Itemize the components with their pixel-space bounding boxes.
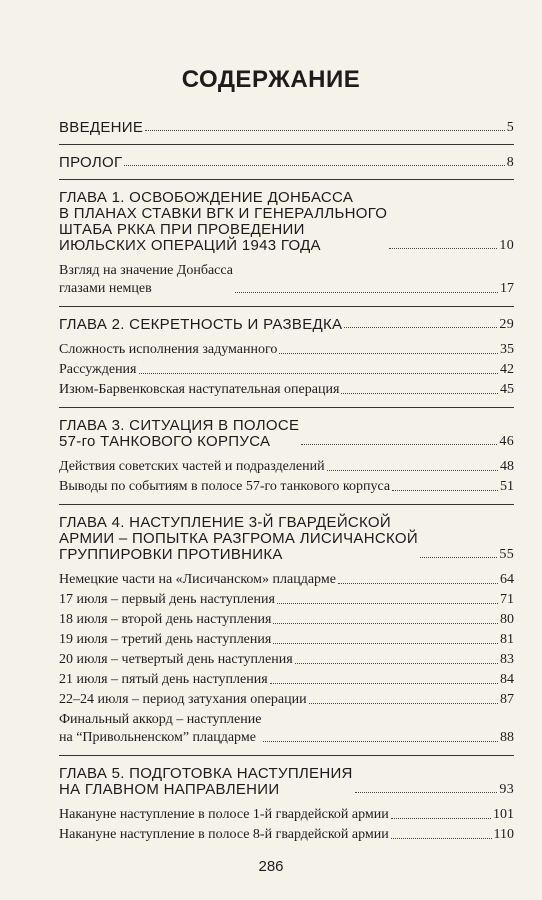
toc-entry-text: 19 июля – третий день наступления xyxy=(59,632,272,647)
toc-entry-section[interactable] xyxy=(59,671,514,689)
toc-entry-text: Взгляд на значение Донбасса глазами немцев xyxy=(59,263,233,296)
toc-entry-chapter-4[interactable] xyxy=(59,515,514,563)
toc-entry-section[interactable] xyxy=(59,826,514,844)
toc-entry-text: Накануне наступление в полосе 1-й гвардейской армии xyxy=(59,807,389,822)
toc-entry-chapter-1[interactable] xyxy=(59,190,514,254)
toc-entry-page: 80 xyxy=(500,612,514,627)
page-title: СОДЕРЖАНИЕ xyxy=(181,66,361,93)
toc-entry-page: 71 xyxy=(500,592,514,607)
toc-entry-section[interactable] xyxy=(59,262,514,298)
toc-entry-text: ПРОЛОГ xyxy=(59,154,123,171)
toc-entry-chapter-3[interactable] xyxy=(59,418,514,450)
toc-entry-text: Выводы по событиям в полосе 57-го танкового корпуса xyxy=(59,479,391,494)
toc-entry-text: ГЛАВА 3. СИТУАЦИЯ В ПОЛОСЕ 57-го ТАНКОВОГО КОРПУСА xyxy=(59,417,300,450)
table-of-contents xyxy=(59,120,514,846)
toc-entry-page: 64 xyxy=(500,572,514,587)
toc-entry-page: 10 xyxy=(499,238,514,253)
toc-entry-section[interactable] xyxy=(59,651,514,669)
toc-entry-page: 45 xyxy=(500,382,514,397)
toc-entry-page: 84 xyxy=(500,672,514,687)
toc-entry-page: 35 xyxy=(500,342,514,357)
toc-entry-text: 22–24 июля – период затухания операции xyxy=(59,692,307,707)
dot-leader xyxy=(309,703,498,704)
toc-entry-section[interactable] xyxy=(59,591,514,609)
toc-entry-page: 46 xyxy=(499,434,514,449)
toc-entry-page: 81 xyxy=(500,632,514,647)
toc-entry-section[interactable] xyxy=(59,611,514,629)
toc-entry-section[interactable] xyxy=(59,571,514,589)
dot-leader xyxy=(327,470,498,471)
toc-entry-text: 17 июля – первый день наступления xyxy=(59,592,275,607)
toc-entry-section[interactable] xyxy=(59,631,514,649)
toc-entry-page: 51 xyxy=(500,479,514,494)
toc-entry-page: 93 xyxy=(499,782,514,797)
dot-leader xyxy=(391,838,492,839)
toc-entry-section[interactable] xyxy=(59,361,514,379)
toc-entry-text: ГЛАВА 4. НАСТУПЛЕНИЕ 3-Й ГВАРДЕЙСКОЙ АРМИИ – ПОПЫТКА РАЗГРОМА ЛИСИЧАНСКОЙ ГРУППИРОВКИ ПРОТИВНИКА xyxy=(59,514,418,563)
dot-leader xyxy=(392,490,498,491)
toc-entry-text: Рассуждения xyxy=(59,362,137,377)
dot-leader xyxy=(263,741,498,742)
dot-leader xyxy=(279,353,498,354)
toc-entry-chapter-2[interactable] xyxy=(59,317,514,333)
toc-entry-text: ВВЕДЕНИЕ xyxy=(59,119,144,136)
dot-leader xyxy=(139,373,499,374)
toc-entry-page: 87 xyxy=(500,692,514,707)
toc-entry-text: ГЛАВА 5. ПОДГОТОВКА НАСТУПЛЕНИЯ НА ГЛАВНОМ НАПРАВЛЕНИИ xyxy=(59,765,353,798)
page-number: 286 xyxy=(258,858,284,875)
toc-entry-text: Изюм-Барвенковская наступательная операция xyxy=(59,382,340,397)
dot-leader xyxy=(295,663,498,664)
toc-entry-section[interactable] xyxy=(59,458,514,476)
dot-leader xyxy=(344,327,497,328)
toc-entry-page: 83 xyxy=(500,652,514,667)
toc-entry-page: 88 xyxy=(500,730,514,745)
toc-entry-page: 55 xyxy=(499,547,514,562)
toc-entry-text: Сложность исполнения задуманного xyxy=(59,342,278,357)
toc-entry-text: Действия советских частей и подразделений xyxy=(59,459,325,474)
toc-entry-section[interactable] xyxy=(59,478,514,496)
toc-entry-text: 20 июля – четвертый день наступления xyxy=(59,652,293,667)
dot-leader xyxy=(420,557,497,558)
toc-entry-text: Накануне наступление в полосе 8-й гвардейской армии xyxy=(59,827,389,842)
toc-entry-section[interactable] xyxy=(59,691,514,709)
toc-entry-text: ГЛАВА 2. СЕКРЕТНОСТЬ И РАЗВЕДКА xyxy=(59,316,343,333)
toc-entry-page: 17 xyxy=(500,281,514,296)
dot-leader xyxy=(270,683,498,684)
dot-leader xyxy=(124,165,504,166)
toc-entry-prologue[interactable] xyxy=(59,155,514,171)
dot-leader xyxy=(391,818,491,819)
toc-entry-text: ГЛАВА 1. ОСВОБОЖДЕНИЕ ДОНБАССА В ПЛАНАХ СТАВКИ ВГК И ГЕНЕРАЛЛЬНОГО ШТАБА РККА ПРИ ПРОВЕДЕНИИ ИЮЛЬСКИХ ОПЕРАЦИЙ 1943 ГОДА xyxy=(59,189,388,254)
dot-leader xyxy=(273,643,498,644)
toc-entry-chapter-5[interactable] xyxy=(59,766,514,798)
toc-entry-text: 18 июля – второй день наступления xyxy=(59,612,272,627)
dot-leader xyxy=(277,603,498,604)
dot-leader xyxy=(341,393,498,394)
toc-entry-page: 48 xyxy=(500,459,514,474)
dot-leader xyxy=(235,292,498,293)
dot-leader xyxy=(301,444,497,445)
toc-entry-page: 29 xyxy=(499,317,514,332)
dot-leader xyxy=(273,623,498,624)
toc-entry-section[interactable] xyxy=(59,381,514,399)
toc-entry-section[interactable] xyxy=(59,341,514,359)
dot-leader xyxy=(338,583,498,584)
toc-entry-section[interactable] xyxy=(59,711,514,747)
toc-entry-page: 8 xyxy=(506,155,514,170)
toc-entry-page: 110 xyxy=(493,827,514,842)
toc-entry-section[interactable] xyxy=(59,806,514,824)
dot-leader xyxy=(145,130,504,131)
toc-entry-page: 42 xyxy=(500,362,514,377)
dot-leader xyxy=(389,248,497,249)
dot-leader xyxy=(355,792,498,793)
toc-entry-text: Финальный аккорд – наступление на “Привольненском” плацдарме xyxy=(59,712,262,745)
toc-entry-page: 5 xyxy=(506,120,514,135)
toc-entry-text: 21 июля – пятый день наступления xyxy=(59,672,268,687)
toc-entry-page: 101 xyxy=(493,807,514,822)
toc-entry-text: Немецкие части на «Лисичанском» плацдарме xyxy=(59,572,336,587)
toc-entry-introduction[interactable] xyxy=(59,120,514,136)
